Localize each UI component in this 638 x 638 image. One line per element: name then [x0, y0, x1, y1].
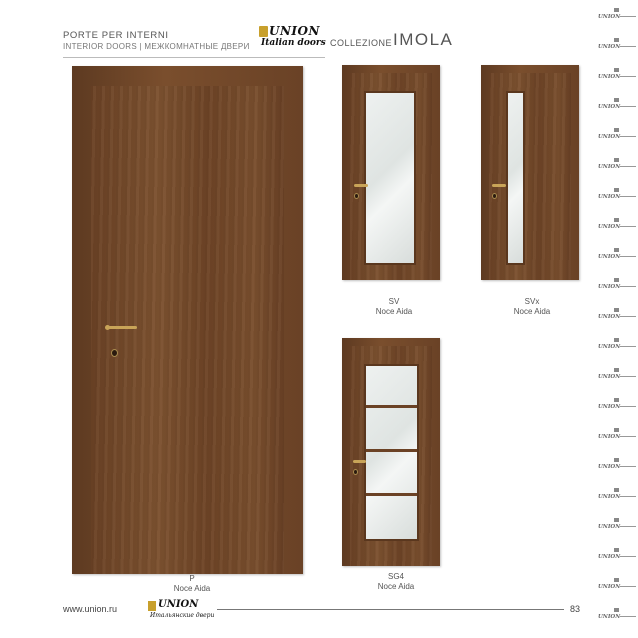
website-link[interactable]: www.union.ru [63, 604, 118, 614]
watermark-mark-icon [614, 278, 619, 282]
watermark-item [598, 278, 636, 308]
watermark-line [620, 166, 636, 167]
watermark-text: UNION [598, 314, 621, 320]
watermark-mark-icon [614, 38, 619, 42]
watermark-item [598, 548, 636, 578]
watermark-line [620, 376, 636, 377]
logo-tagline: Italian doors [261, 38, 326, 48]
door-sv-keyhole [354, 193, 359, 199]
watermark-text: UNION [598, 554, 621, 560]
watermark-line [620, 616, 636, 617]
watermark-line [620, 136, 636, 137]
watermark-item [598, 218, 636, 248]
watermark-line [620, 556, 636, 557]
watermark-line [620, 106, 636, 107]
page-number: 83 [570, 604, 581, 614]
watermark-text: UNION [598, 344, 621, 350]
watermark-item [598, 428, 636, 458]
watermark-line [620, 346, 636, 347]
door-p-keyhole [111, 349, 118, 357]
watermark-line [620, 466, 636, 467]
door-svx-handle [492, 184, 506, 187]
footer-logo-brand: UNION [158, 599, 199, 610]
door-svx-leaf [489, 73, 571, 280]
watermark-mark-icon [614, 458, 619, 462]
door-p-handle [107, 326, 137, 329]
header-subtitle: INTERIOR DOORS | МЕЖКОМНАТНЫЕ ДВЕРИ [63, 42, 250, 51]
watermark-line [620, 526, 636, 527]
watermark-text: UNION [598, 44, 621, 50]
door-p-leaf [91, 86, 284, 574]
door-sg4-code: SG4 [387, 572, 404, 581]
watermark-line [620, 16, 636, 17]
watermark-item [598, 458, 636, 488]
watermark-item [598, 578, 636, 608]
door-svx-caption [492, 297, 572, 317]
watermark-mark-icon [614, 308, 619, 312]
door-sg4-glass-bar-2 [366, 449, 417, 452]
watermark-mark-icon [614, 368, 619, 372]
watermark-text: UNION [598, 254, 621, 260]
watermark-item [598, 68, 636, 98]
watermark-line [620, 256, 636, 257]
door-sg4-glass-bar-1 [366, 405, 417, 408]
door-sg4-glass-bar-3 [366, 493, 417, 496]
watermark-mark-icon [614, 248, 619, 252]
watermark-text: UNION [598, 74, 621, 80]
watermark-line [620, 46, 636, 47]
watermark-item [598, 308, 636, 338]
footer-rule [217, 609, 564, 610]
logo-brand: UNION [269, 24, 320, 38]
door-sv-code: SV [388, 297, 400, 306]
door-sg4-caption [356, 572, 436, 592]
watermark-mark-icon [614, 608, 619, 612]
watermark-mark-icon [614, 98, 619, 102]
watermark-line [620, 286, 636, 287]
header-rule [63, 57, 325, 58]
watermark-line [620, 436, 636, 437]
watermark-text: UNION [598, 104, 621, 110]
watermark-item [598, 608, 636, 638]
footer-logo [148, 599, 215, 620]
watermark-item [598, 158, 636, 188]
watermark-item [598, 8, 636, 38]
watermark-mark-icon [614, 488, 619, 492]
watermark-mark-icon [614, 188, 619, 192]
watermark-line [620, 316, 636, 317]
watermark-text: UNION [598, 134, 621, 140]
watermark-line [620, 76, 636, 77]
door-p-finish: Noce Aida [173, 584, 211, 593]
watermark-text: UNION [598, 494, 621, 500]
door-svx-code: SVx [524, 297, 540, 306]
watermark-text: UNION [598, 374, 621, 380]
door-sg4-keyhole [353, 469, 358, 475]
watermark-item [598, 398, 636, 428]
door-p-code: P [189, 574, 195, 583]
door-svx-finish: Noce Aida [513, 307, 551, 316]
watermark-mark-icon [614, 8, 619, 12]
door-svx-glass [506, 91, 525, 265]
watermark-mark-icon [614, 218, 619, 222]
watermark-column [596, 0, 638, 638]
door-sv-finish: Noce Aida [375, 307, 413, 316]
watermark-item [598, 98, 636, 128]
watermark-item [598, 338, 636, 368]
watermark-line [620, 586, 636, 587]
watermark-mark-icon [614, 428, 619, 432]
watermark-text: UNION [598, 14, 621, 20]
watermark-text: UNION [598, 404, 621, 410]
watermark-text: UNION [598, 524, 621, 530]
watermark-item [598, 38, 636, 68]
watermark-text: UNION [598, 224, 621, 230]
door-sg4-glass [364, 364, 419, 541]
watermark-text: UNION [598, 164, 621, 170]
watermark-line [620, 226, 636, 227]
union-logo [259, 24, 326, 48]
footer-logo-mark-icon [148, 601, 156, 611]
watermark-item [598, 248, 636, 278]
watermark-line [620, 496, 636, 497]
watermark-text: UNION [598, 464, 621, 470]
watermark-item [598, 188, 636, 218]
watermark-item [598, 518, 636, 548]
door-sv-glass [364, 91, 416, 265]
watermark-line [620, 196, 636, 197]
watermark-text: UNION [598, 194, 621, 200]
watermark-mark-icon [614, 578, 619, 582]
door-p-caption [152, 574, 232, 594]
header-title: PORTE PER INTERNI [63, 30, 169, 41]
watermark-mark-icon [614, 158, 619, 162]
door-sv-caption [354, 297, 434, 317]
watermark-text: UNION [598, 434, 621, 440]
door-svx-keyhole [492, 193, 497, 199]
watermark-item [598, 368, 636, 398]
watermark-text: UNION [598, 284, 621, 290]
door-sv-handle [354, 184, 368, 187]
watermark-mark-icon [614, 338, 619, 342]
watermark-item [598, 128, 636, 158]
watermark-mark-icon [614, 128, 619, 132]
watermark-mark-icon [614, 398, 619, 402]
watermark-text: UNION [598, 584, 621, 590]
collection-label: COLLEZIONE [330, 38, 393, 48]
watermark-line [620, 406, 636, 407]
watermark-mark-icon [614, 518, 619, 522]
footer-logo-tagline: Итальянские двери [150, 612, 215, 619]
door-sg4-handle [353, 460, 366, 463]
collection-name: IMOLA [393, 30, 454, 49]
door-sg4-finish: Noce Aida [377, 582, 415, 591]
logo-mark-icon [259, 26, 268, 37]
watermark-text: UNION [598, 614, 621, 620]
watermark-item [598, 488, 636, 518]
watermark-mark-icon [614, 68, 619, 72]
watermark-mark-icon [614, 548, 619, 552]
